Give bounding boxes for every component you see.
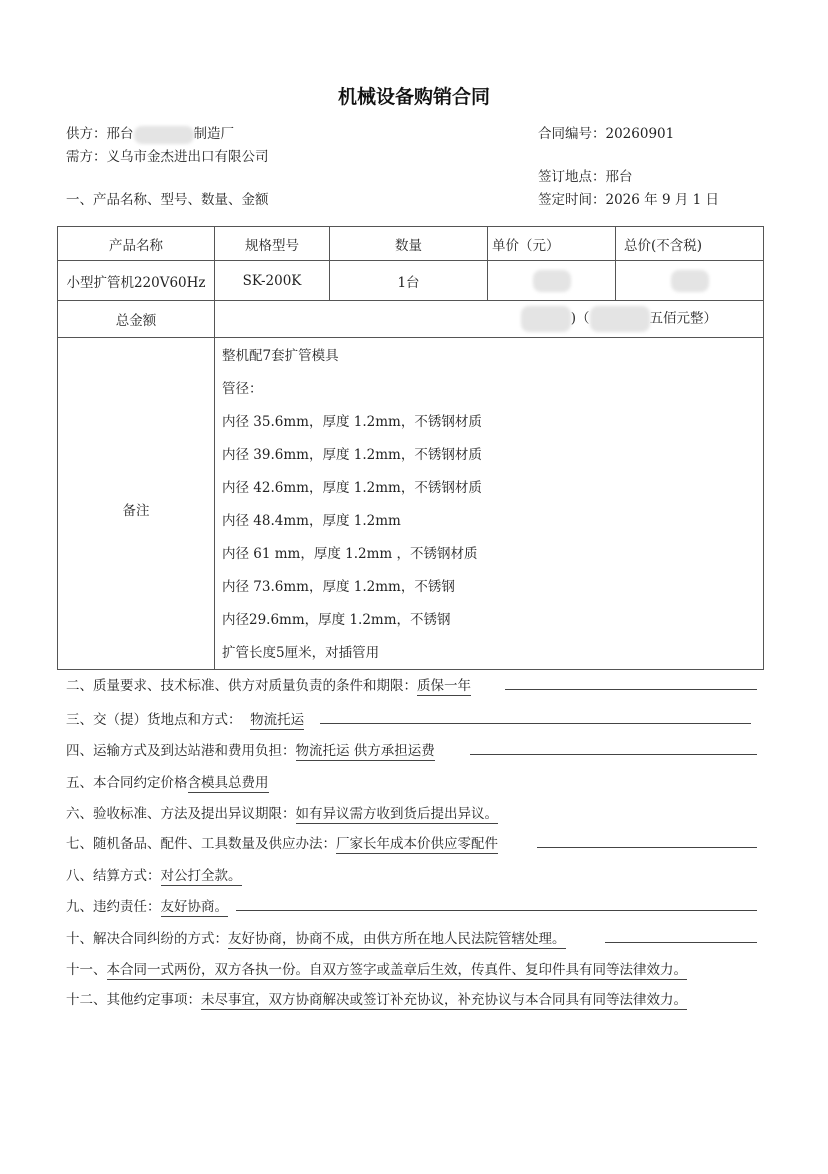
redacted-unit-price — [533, 270, 571, 292]
total-amount-label: 总金额 — [58, 301, 215, 338]
clause-label: 八、结算方式： — [66, 868, 161, 884]
clause-value: 友好协商。 — [161, 895, 229, 917]
contract-title: 机械设备购销合同 — [337, 86, 490, 108]
remark-line: 内径 61 mm，厚度 1.2mm ，不锈钢材质 — [222, 546, 478, 562]
clause-5 — [66, 771, 269, 793]
total-price-cell — [616, 261, 764, 301]
redacted-total-words — [590, 306, 650, 332]
underline — [236, 910, 757, 911]
remarks-content — [215, 338, 764, 670]
clause-label: 二、质量要求、技术标准、供方对质量负责的条件和期限： — [66, 678, 417, 694]
remark-line: 内径 42.6mm，厚度 1.2mm，不锈钢材质 — [222, 480, 482, 496]
redacted-total-figure — [521, 306, 571, 332]
clause-label: 十二、其他约定事项： — [66, 992, 201, 1008]
clause-label: 五、本合同约定价格 — [66, 775, 188, 791]
underline — [505, 689, 757, 690]
model-cell: SK-200K — [215, 261, 330, 301]
clause-2 — [66, 674, 471, 696]
clause-label: 九、违约责任： — [66, 899, 161, 915]
clause-value: 物流托运 — [250, 708, 304, 730]
sign-place: 签订地点：邢台 — [538, 169, 633, 185]
supplier-label: 供方：邢台 — [66, 126, 134, 142]
remark-line: 扩管长度5厘米，对插管用 — [222, 645, 380, 661]
header-cell: 数量 — [330, 227, 488, 261]
clause-label: 七、随机备品、配件、工具数量及供应办法： — [66, 836, 336, 852]
underline — [320, 723, 751, 724]
remark-line: 内径 48.4mm，厚度 1.2mm — [222, 513, 401, 529]
product-table — [57, 226, 764, 670]
clause-label: 四、运输方式及到达站港和费用负担： — [66, 743, 296, 759]
buyer-line: 需方：义乌市金杰进出口有限公司 — [66, 149, 269, 165]
total-amount-value — [215, 301, 764, 338]
clause-label: 六、验收标准、方法及提出异议期限： — [66, 806, 296, 822]
clause-value: 本合同一式两份，双方各执一份。自双方签字或盖章后生效，传真件、复印件具有同等法律效力。 — [107, 958, 688, 980]
clause-value: 质保一年 — [417, 674, 471, 696]
header-cell: 规格型号 — [215, 227, 330, 261]
remarks-label: 备注 — [58, 338, 215, 670]
supplier-line — [66, 122, 234, 144]
sign-time: 签定时间：2026 年 9 月 1 日 — [538, 192, 719, 208]
quantity-cell: 1台 — [330, 261, 488, 301]
clause-value: 友好协商，协商不成，由供方所在地人民法院管辖处理。 — [228, 927, 566, 949]
clause-value: 如有异议需方收到货后提出异议。 — [296, 802, 499, 824]
clause-11 — [66, 958, 687, 980]
supplier-suffix: 制造厂 — [193, 126, 234, 142]
total-amount-paren: )（ — [570, 310, 590, 327]
remarks-row — [58, 338, 764, 670]
section-1-heading: 一、产品名称、型号、数量、金额 — [66, 192, 269, 208]
clause-value: 未尽事宜，双方协商解决或签订补充协议，补充协议与本合同具有同等法律效力。 — [201, 988, 687, 1010]
underline — [470, 754, 757, 755]
clause-8 — [66, 864, 242, 886]
clause-value: 对公打全款。 — [161, 864, 242, 886]
clause-3 — [66, 708, 304, 730]
product-name-cell: 小型扩管机220V60Hz — [58, 261, 215, 301]
clause-7 — [66, 832, 498, 854]
unit-price-cell — [488, 261, 616, 301]
header-cell: 单价（元） — [488, 227, 616, 261]
underline — [537, 847, 757, 848]
total-amount-row — [58, 301, 764, 338]
remark-line: 内径29.6mm，厚度 1.2mm，不锈钢 — [222, 612, 451, 628]
clause-12 — [66, 988, 687, 1010]
contract-number: 合同编号：20260901 — [538, 126, 675, 142]
remark-line: 内径 35.6mm，厚度 1.2mm，不锈钢材质 — [222, 414, 482, 430]
redacted-supplier-name — [134, 126, 194, 144]
clause-4 — [66, 739, 435, 761]
clause-label: 三、交（提）货地点和方式： — [66, 712, 242, 728]
remark-line: 内径 39.6mm，厚度 1.2mm，不锈钢材质 — [222, 447, 482, 463]
redacted-total-price — [671, 270, 709, 292]
remark-line: 内径 73.6mm，厚度 1.2mm，不锈钢 — [222, 579, 455, 595]
clause-value: 物流托运 供方承担运费 — [296, 739, 435, 761]
total-amount-suffix: 五佰元整） — [649, 310, 717, 327]
clause-6 — [66, 802, 498, 824]
table-header-row — [58, 227, 764, 261]
header-cell: 总价(不含税) — [616, 227, 764, 261]
remark-line: 管径： — [222, 381, 263, 397]
clause-label: 十一、 — [66, 962, 107, 978]
remark-line: 整机配7套扩管模具 — [222, 348, 339, 364]
clause-value: 厂家长年成本价供应零配件 — [336, 832, 498, 854]
clause-10 — [66, 927, 566, 949]
header-cell: 产品名称 — [58, 227, 215, 261]
clause-value: 含模具总费用 — [188, 771, 269, 793]
underline — [605, 942, 757, 943]
table-row — [58, 261, 764, 301]
clause-9 — [66, 895, 228, 917]
clause-label: 十、解决合同纠纷的方式： — [66, 931, 228, 947]
